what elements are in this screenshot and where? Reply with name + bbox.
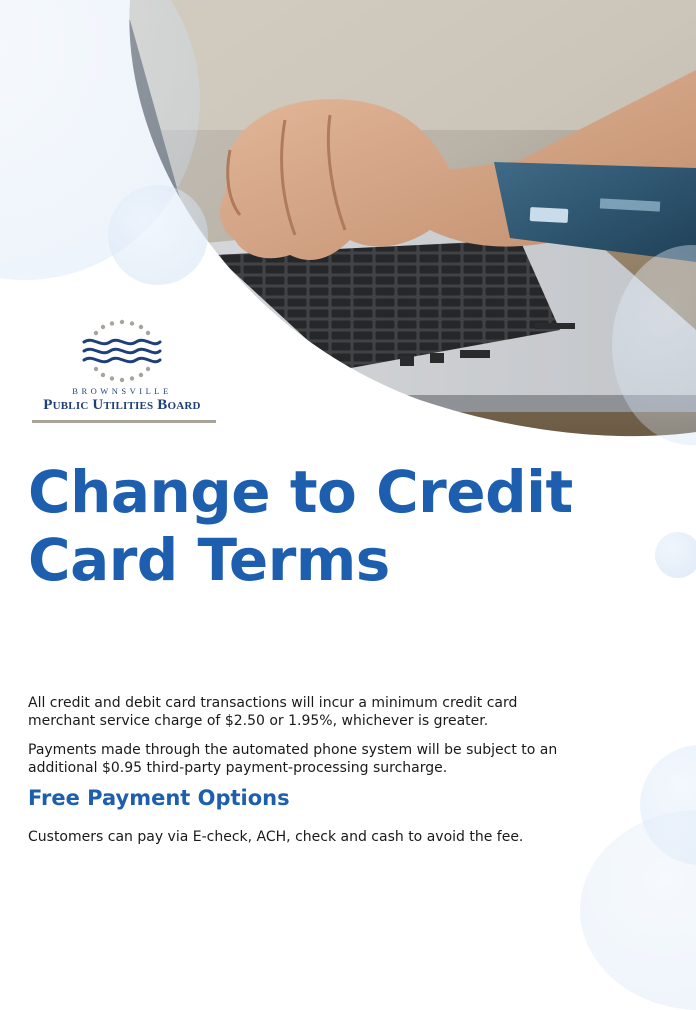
organization-logo — [24, 318, 220, 423]
wave-seal-icon — [81, 318, 163, 384]
free-payment-paragraph: Customers can pay via E-check, ACH, check and cash to avoid the fee. — [28, 829, 524, 845]
decorative-bubble — [108, 185, 208, 285]
decorative-bubble — [580, 810, 696, 1010]
logo-city-name: BROWNSVILLE — [72, 386, 172, 396]
surcharge-paragraph: Payments made through the automated phone system will be subject to an additional $0.95 third-party payment-processing surcharge. — [28, 742, 558, 776]
free-payment-heading: Free Payment Options — [28, 786, 290, 810]
title-line-1: Change to Credit — [28, 458, 573, 526]
fee-paragraph: All credit and debit card transactions will incur a minimum credit card merchant service charge of $2.50 or 1.95%, whichever is greater. — [28, 695, 518, 729]
logo-org-name: Public Utilities Board — [43, 397, 201, 413]
title-line-2: Card Terms — [28, 526, 390, 594]
logo-divider — [32, 420, 216, 423]
page-title — [28, 458, 696, 594]
